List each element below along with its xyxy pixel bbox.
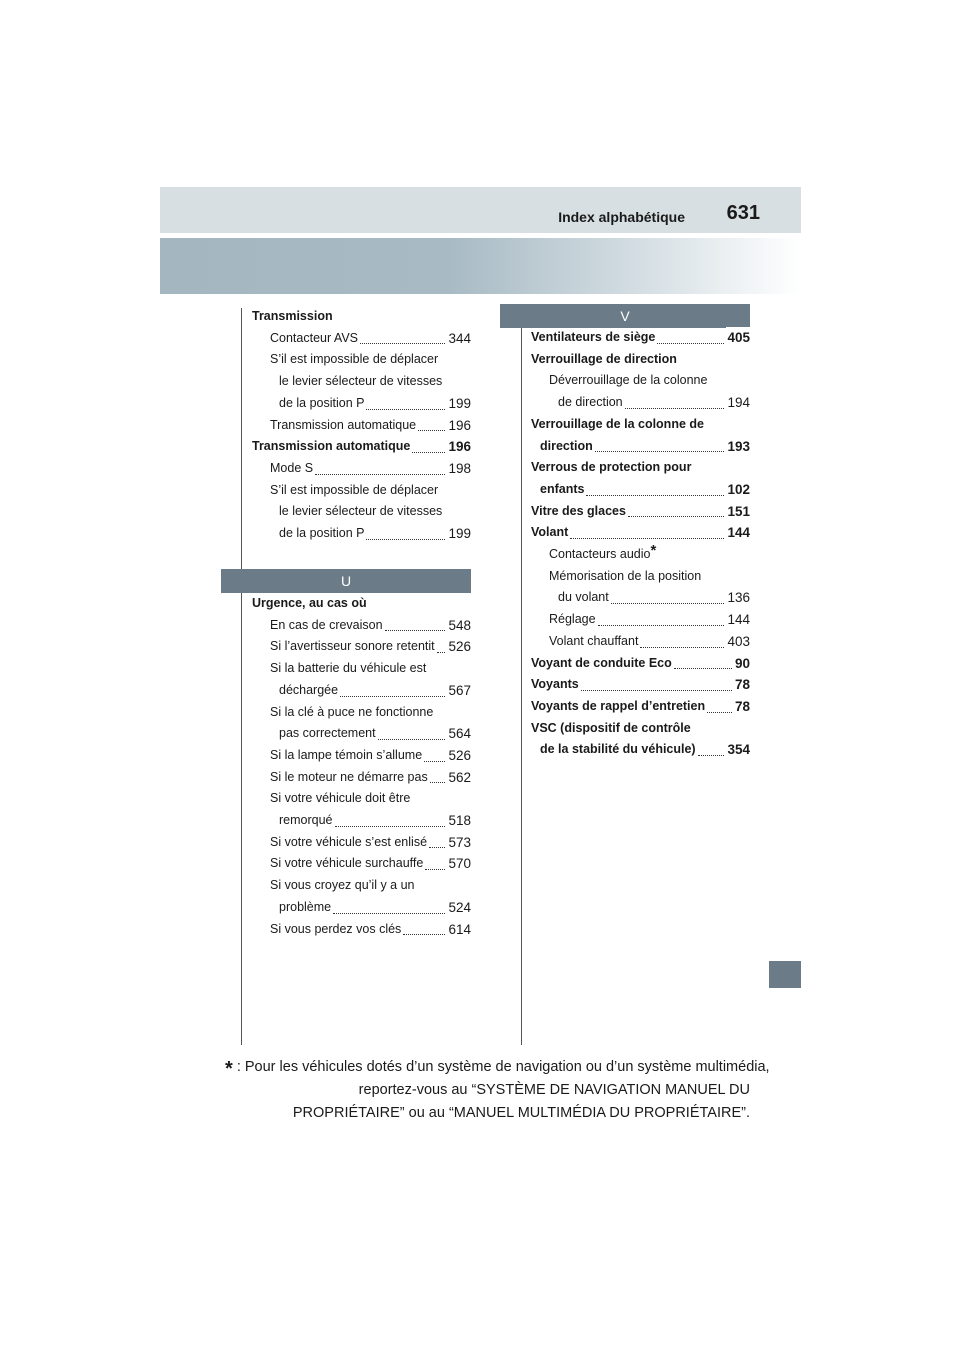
leader-dots	[418, 430, 445, 431]
index-entry	[252, 306, 471, 328]
page-number: 631	[726, 202, 760, 224]
section-title: Index alphabétique	[558, 209, 685, 225]
index-entry	[252, 788, 471, 810]
page-reference: 548	[447, 615, 471, 637]
page-reference: 102	[726, 479, 750, 501]
index-entry-text: le levier sélecteur de vitesses	[279, 374, 443, 389]
index-entry-text: Si le moteur ne démarre pas	[270, 769, 428, 784]
index-entry	[531, 609, 750, 631]
page-reference: 524	[447, 897, 471, 919]
leader-dots	[360, 343, 445, 344]
index-entry-text: Voyants	[531, 677, 579, 692]
index-entry-text: de direction	[558, 395, 623, 410]
page-reference: 614	[447, 919, 471, 941]
page-reference: 564	[447, 723, 471, 745]
index-entry	[252, 875, 471, 897]
leader-dots	[429, 847, 445, 848]
index-entry-text: Contacteurs audio	[549, 547, 651, 562]
page-reference: 151	[726, 501, 750, 523]
left-column-rule	[241, 308, 242, 1045]
footnote-marker: *	[225, 1058, 233, 1080]
right-column-rule	[521, 308, 522, 1045]
index-entry	[252, 371, 471, 393]
leader-dots	[340, 696, 445, 697]
page-reference: 193	[726, 436, 750, 458]
index-entry	[252, 328, 471, 350]
index-entry-text: Volant	[531, 525, 569, 540]
index-entry-text: Verrouillage de la colonne de	[531, 416, 704, 431]
page-reference: 199	[447, 393, 471, 415]
leader-dots	[333, 913, 445, 914]
side-index-tab	[769, 961, 801, 988]
index-entry-text: Urgence, au cas où	[252, 596, 367, 610]
page-reference: 567	[447, 680, 471, 702]
page-reference: 573	[447, 832, 471, 854]
index-entry	[252, 810, 471, 832]
index-entry-text: Verrouillage de direction	[531, 351, 677, 366]
index-entry-text: Mémorisation de la position	[549, 568, 702, 583]
index-entry	[252, 615, 471, 637]
leader-dots	[315, 474, 445, 475]
index-entry	[252, 853, 471, 875]
index-entry-text: Si vous perdez vos clés	[270, 921, 402, 936]
leader-dots	[595, 451, 724, 452]
page-reference: 78	[734, 674, 750, 696]
leader-dots	[625, 408, 724, 409]
leader-dots	[628, 516, 724, 517]
index-entry-text: Si l’avertisseur sonore retentit	[270, 639, 435, 654]
index-entry-text: Volant chauffant	[549, 633, 639, 648]
index-entry	[252, 919, 471, 941]
index-entry-text: Contacteur AVS	[270, 330, 359, 345]
page-reference: 144	[726, 522, 750, 544]
index-entry	[252, 501, 471, 523]
leader-dots	[640, 647, 724, 648]
index-entry-text: Transmission	[252, 309, 333, 323]
leader-dots	[366, 409, 445, 410]
index-entry-text: Réglage	[549, 612, 596, 627]
index-entry-text: S’il est impossible de déplacer	[270, 482, 439, 497]
index-entry	[531, 349, 750, 371]
leader-dots	[657, 343, 724, 344]
index-entry-text: Mode S	[270, 460, 314, 475]
index-entry-text: de la stabilité du véhicule)	[540, 742, 696, 757]
index-entry	[252, 393, 471, 415]
index-entry-text: Vitre des glaces	[531, 503, 626, 518]
index-entry	[252, 458, 471, 480]
index-entry	[252, 680, 471, 702]
index-entry-text: Déverrouillage de la colonne	[549, 373, 708, 388]
index-entry	[531, 370, 750, 392]
footnote	[225, 1054, 770, 1125]
page-reference: 518	[447, 810, 471, 832]
index-entry-text: VSC (dispositif de contrôle	[531, 720, 691, 735]
footnote-line-3: PROPRIÉTAIRE” ou au “MANUEL MULTIMÉDIA DU PROPRIÉTAIRE”.	[292, 1105, 750, 1121]
index-entry	[252, 832, 471, 854]
index-entry-text: le levier sélecteur de vitesses	[279, 504, 443, 519]
page-reference: 526	[447, 745, 471, 767]
page-header	[160, 187, 801, 233]
index-entry	[531, 718, 750, 740]
page-reference: 144	[726, 609, 750, 631]
index-entry-text: Verrous de protection pour	[531, 460, 692, 475]
page-reference: 199	[447, 523, 471, 545]
index-entry	[531, 544, 750, 566]
index-entry	[531, 653, 750, 675]
index-entry-text: de la position P	[279, 395, 365, 410]
section-letter: U	[340, 573, 352, 589]
index-entry	[252, 349, 471, 371]
page-reference: 354	[726, 739, 750, 761]
page-reference: 570	[447, 853, 471, 875]
index-entry	[252, 723, 471, 745]
index-entry-text: Ventilateurs de siège	[531, 330, 656, 344]
index-column-left-u	[252, 593, 471, 940]
index-entry-text: remorqué	[279, 813, 333, 828]
index-entry	[531, 501, 750, 523]
page-reference: 405	[726, 327, 750, 349]
index-entry	[252, 593, 471, 615]
index-entry	[252, 658, 471, 680]
index-entry	[531, 696, 750, 718]
index-column-left	[252, 306, 471, 545]
index-column-right	[531, 327, 750, 761]
index-entry-text: du volant	[558, 590, 609, 605]
index-entry	[531, 414, 750, 436]
index-entry	[531, 522, 750, 544]
leader-dots	[430, 782, 445, 783]
leader-dots	[698, 755, 724, 756]
index-entry	[252, 480, 471, 502]
index-entry-text: de la position P	[279, 526, 365, 541]
footnote-asterisk: *	[650, 542, 657, 560]
index-entry-text: S’il est impossible de déplacer	[270, 352, 439, 367]
index-entry-text: Voyants de rappel d’entretien	[531, 698, 706, 713]
section-header-v	[500, 304, 750, 328]
index-entry-text: pas correctement	[279, 726, 376, 741]
leader-dots	[437, 652, 445, 653]
index-entry	[531, 587, 750, 609]
index-entry	[252, 415, 471, 437]
leader-dots	[424, 761, 445, 762]
page-reference: 78	[734, 696, 750, 718]
header-band	[160, 238, 801, 294]
section-letter: V	[620, 308, 630, 324]
leader-dots	[570, 538, 724, 539]
index-entry-text: Si la batterie du véhicule est	[270, 661, 427, 676]
leader-dots	[366, 539, 445, 540]
index-entry-text: problème	[279, 899, 332, 914]
section-header-u	[221, 569, 471, 593]
index-entry-text: Si vous croyez qu’il y a un	[270, 878, 415, 893]
index-entry-text: Transmission automatique	[270, 417, 417, 432]
index-entry-text: Transmission automatique	[252, 439, 411, 454]
leader-dots	[425, 869, 445, 870]
index-entry-text: Si votre véhicule surchauffe	[270, 856, 424, 871]
leader-dots	[335, 826, 445, 827]
page-reference: 526	[447, 636, 471, 658]
index-entry	[531, 566, 750, 588]
index-entry-text: Si votre véhicule s’est enlisé	[270, 834, 428, 849]
index-entry-text: direction	[540, 438, 593, 453]
index-entry	[252, 767, 471, 789]
page-reference: 136	[726, 587, 750, 609]
index-entry	[252, 702, 471, 724]
page-reference: 194	[726, 392, 750, 414]
index-entry-text: Voyant de conduite Eco	[531, 655, 672, 670]
leader-dots	[707, 712, 732, 713]
page-reference: 90	[734, 653, 750, 675]
leader-dots	[385, 630, 445, 631]
leader-dots	[378, 739, 445, 740]
index-entry	[531, 392, 750, 414]
footnote-line-2: reportez-vous au “SYSTÈME DE NAVIGATION MANUEL DU	[358, 1082, 750, 1098]
index-entry	[531, 327, 750, 349]
index-entry	[252, 523, 471, 545]
index-entry	[531, 674, 750, 696]
index-entry	[252, 745, 471, 767]
page-reference: 403	[726, 631, 750, 653]
index-entry-text: enfants	[540, 481, 585, 496]
leader-dots	[611, 603, 724, 604]
leader-dots	[586, 495, 724, 496]
leader-dots	[581, 690, 732, 691]
page-reference: 344	[447, 328, 471, 350]
page-reference: 198	[447, 458, 471, 480]
index-entry-text: Si la clé à puce ne fonctionne	[270, 704, 434, 719]
leader-dots	[598, 625, 724, 626]
index-entry	[531, 457, 750, 479]
index-entry	[531, 631, 750, 653]
index-entry	[531, 479, 750, 501]
leader-dots	[403, 934, 445, 935]
index-entry	[252, 436, 471, 458]
footnote-line-1: : Pour les véhicules dotés d’un système de navigation ou d’un système multimédia,	[236, 1059, 770, 1075]
index-entry-text: En cas de crevaison	[270, 617, 383, 632]
index-entry-text: déchargée	[279, 682, 339, 697]
index-entry	[531, 436, 750, 458]
leader-dots	[412, 452, 445, 453]
page-reference: 196	[447, 415, 471, 437]
index-entry	[531, 739, 750, 761]
leader-dots	[674, 668, 732, 669]
page-reference: 562	[447, 767, 471, 789]
index-entry-text: Si votre véhicule doit être	[270, 791, 411, 806]
page-reference: 196	[447, 436, 471, 458]
index-entry	[252, 636, 471, 658]
index-entry-text: Si la lampe témoin s’allume	[270, 747, 423, 762]
index-entry	[252, 897, 471, 919]
